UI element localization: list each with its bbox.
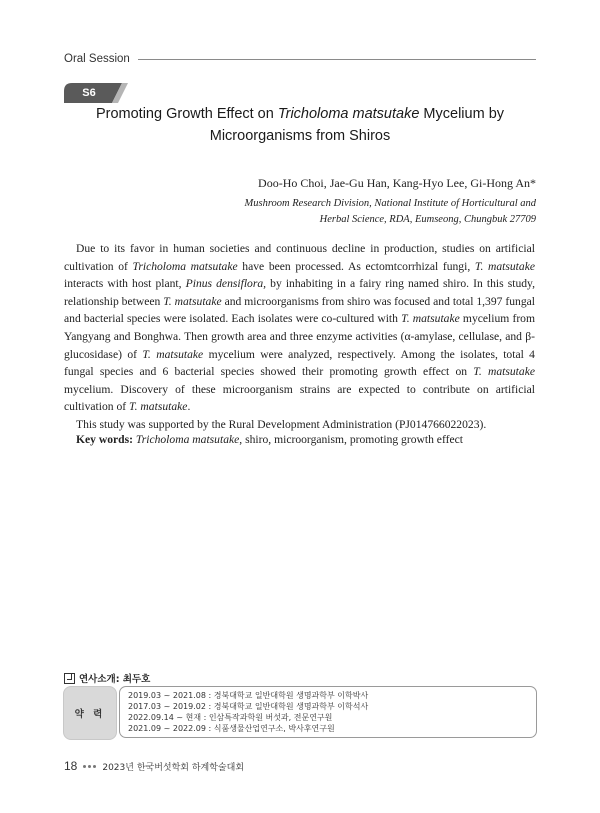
badge-label: S6 xyxy=(82,87,96,99)
keywords-species: Tricholoma matsutake xyxy=(135,433,240,446)
dots-icon xyxy=(83,765,96,768)
career-item: 2017.03 ~ 2019.02 : 경북대학교 일반대학원 생명과학부 이학석사 xyxy=(128,702,369,711)
abstract xyxy=(64,240,535,434)
title-text: Mycelium by xyxy=(419,106,505,122)
title-line-2: Microorganisms from Shiros xyxy=(209,128,391,144)
career-item: 2022.09.14 ~ 현재 : 인삼특작과학원 버섯과, 전문연구원 xyxy=(128,713,333,722)
abstract-paragraph: Due to its favor in human societies and continuous decline in production, studies on artificial cultivation of Tricholoma matsutake have been processed. As ectomtcorrhizal fungi, T. matsutake interacts with host plant, Pinus densiflora, by inhabiting in a fairy ring named shiro. In this study, relationship between T. matsutake and microorganisms from shiro was focused and total 1,397 fungal and bacterial species were isolated. Each isolates were co-cultured with T. matsutake mycelium from Yangyang and Bonghwa. Then growth area and three enzyme activities (α-amylase, cellulase, and β-glucosidase) of T. matsutake mycelium were analyzed, respectively. Among the isolates, total 4 fungal species and 6 bacterial species showed their promoting growth effect on T. matsutake mycelium. Discovery of these microorganism strains are expected to contribute on artificial cultivation of T. matsutake. xyxy=(64,242,535,414)
keywords-list: , shiro, microorganism, promoting growth effect xyxy=(239,433,463,446)
authors: Doo-Ho Choi, Jae-Gu Han, Kang-Hyo Lee, Gi-Hong An* xyxy=(258,176,536,190)
affiliation-line: Mushroom Research Division, National Institute of Horticultural and xyxy=(244,198,536,209)
title-species: Tricholoma matsutake xyxy=(277,106,420,122)
session-badge xyxy=(64,83,128,103)
career-box xyxy=(119,686,537,738)
title-line-1 xyxy=(60,103,540,125)
career-label: 약 력 xyxy=(63,686,117,740)
session-label: Oral Session xyxy=(64,53,130,65)
paper-title xyxy=(60,103,540,147)
page-number: 18 xyxy=(64,759,78,773)
funding-statement: This study was supported by the Rural Development Administration (PJ014766022023). xyxy=(76,417,487,431)
title-text: Promoting Growth Effect on xyxy=(95,106,278,122)
page-footer xyxy=(64,758,244,774)
speaker-label: 연사소개: 최두호 xyxy=(79,674,151,685)
keywords xyxy=(76,433,463,446)
career-section xyxy=(63,686,539,740)
career-list xyxy=(128,690,368,734)
header-divider xyxy=(138,59,536,60)
session-header xyxy=(64,50,536,68)
conference-name: 2023년 한국버섯학회 하계학술대회 xyxy=(102,762,245,773)
keywords-label: Key words: xyxy=(76,433,133,446)
career-item: 2021.09 ~ 2022.09 : 식품생물산업연구소, 박사후연구원 xyxy=(128,724,335,733)
career-item: 2019.03 ~ 2021.08 : 경북대학교 일반대학원 생명과학부 이학박사 xyxy=(128,691,369,700)
affiliation xyxy=(245,196,536,228)
speaker-intro xyxy=(64,671,150,685)
affiliation-line: Herbal Science, RDA, Eumseong, Chungbuk 27709 xyxy=(319,214,536,225)
arrow-corner-icon xyxy=(64,673,75,684)
